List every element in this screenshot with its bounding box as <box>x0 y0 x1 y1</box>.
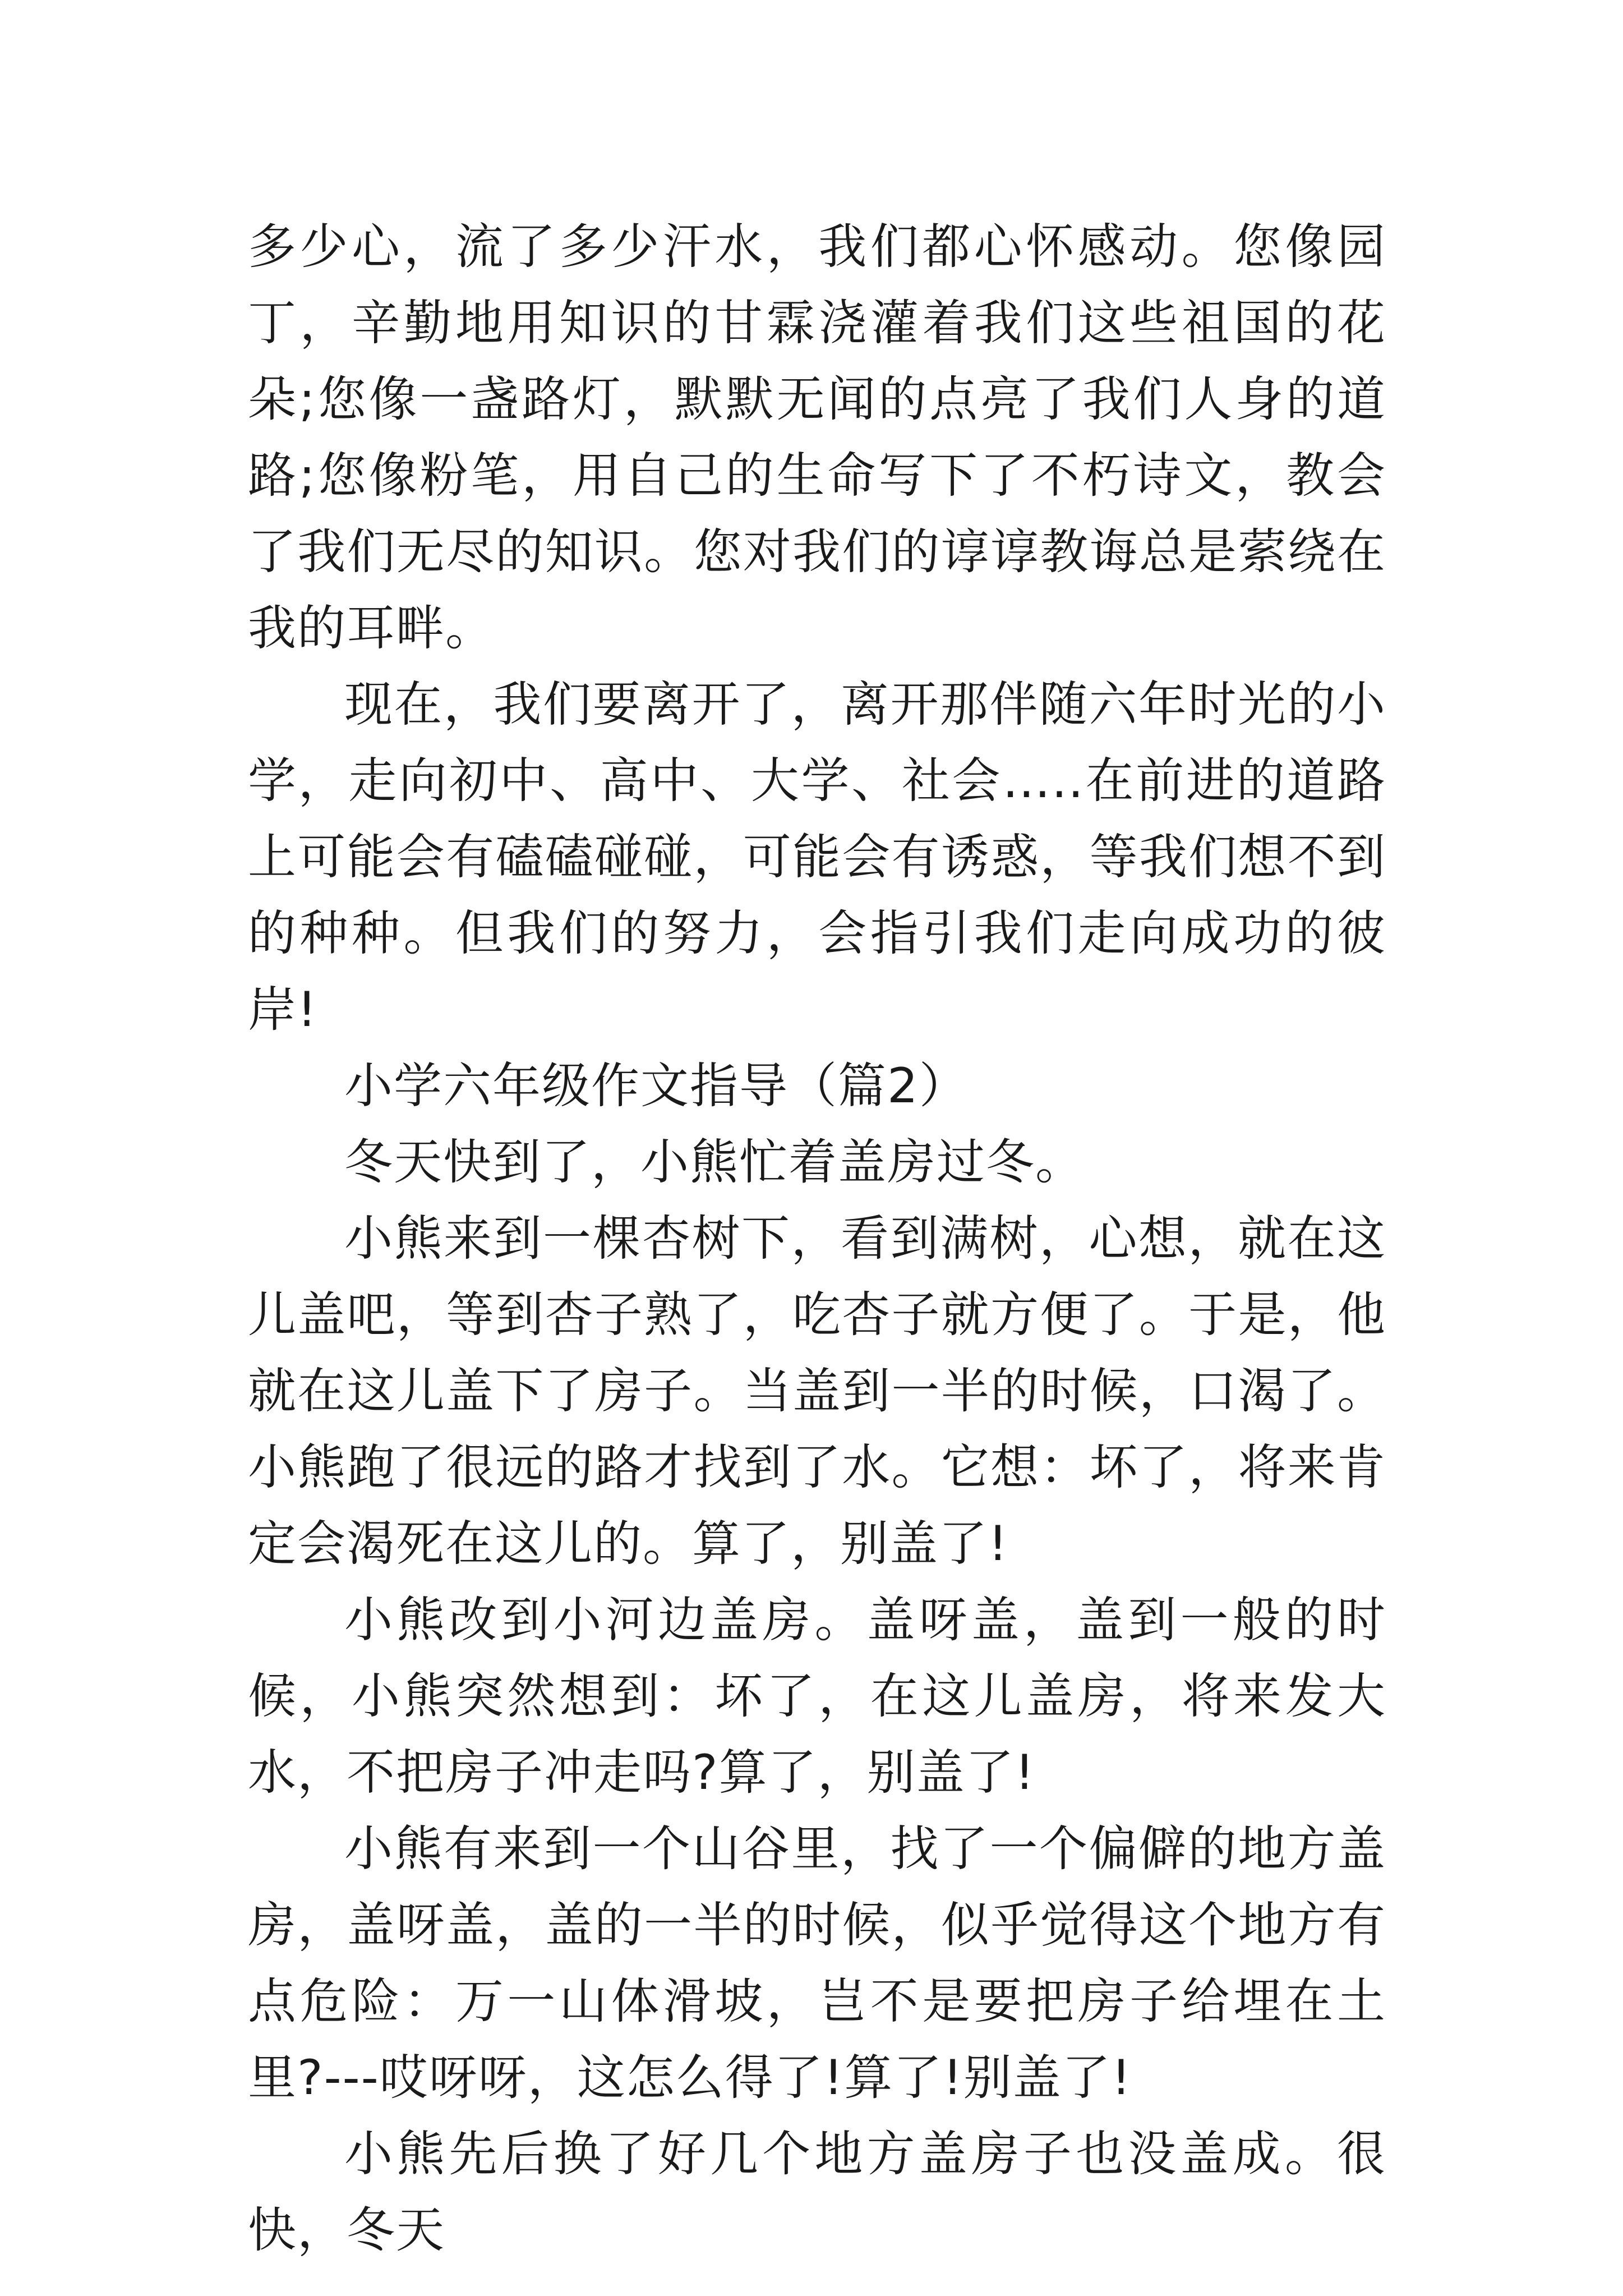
paragraph: 小熊改到小河边盖房。盖呀盖，盖到一般的时候，小熊突然想到：坏了，在这儿盖房，将来发大水，不把房子冲走吗?算了，别盖了! <box>248 1592 1386 1801</box>
document-body <box>248 209 1386 2269</box>
paragraph: 多少心，流了多少汗水，我们都心怀感动。您像园丁，辛勤地用知识的甘霖浇灌着我们这些祖国的花朵;您像一盏路灯，默默无闻的点亮了我们人身的道路;您像粉笔，用自己的生命写下了不朽诗文，教会了我们无尽的知识。您对我们的谆谆教诲总是萦绕在我的耳畔。 <box>248 219 1386 656</box>
paragraph: 小熊有来到一个山谷里，找了一个偏僻的地方盖房，盖呀盖，盖的一半的时候，似乎觉得这个地方有点危险：万一山体滑坡，岂不是要把房子给埋在土里?---哎呀呀，这怎么得了!算了!别盖了! <box>248 1821 1386 2106</box>
paragraph: 小熊来到一棵杏树下，看到满树，心想，就在这儿盖吧，等到杏子熟了，吃杏子就方便了。于是，他就在这儿盖下了房子。当盖到一半的时候，口渴了。小熊跑了很远的路才找到了水。它想：坏了，将来肯定会渴死在这儿的。算了，别盖了! <box>248 1211 1386 1572</box>
paragraph: 现在，我们要离开了，离开那伴随六年时光的小学，走向初中、高中、大学、社会…..在前进的道路上可能会有磕磕碰碰，可能会有诱惑，等我们想不到的种种。但我们的努力，会指引我们走向成功的彼岸! <box>248 677 1386 1038</box>
section-heading: 小学六年级作文指导（篇2） <box>344 1058 969 1114</box>
paragraph: 冬天快到了，小熊忙着盖房过冬。 <box>344 1134 1085 1190</box>
paragraph: 小熊先后换了好几个地方盖房子也没盖成。很快，冬天 <box>248 2126 1386 2258</box>
